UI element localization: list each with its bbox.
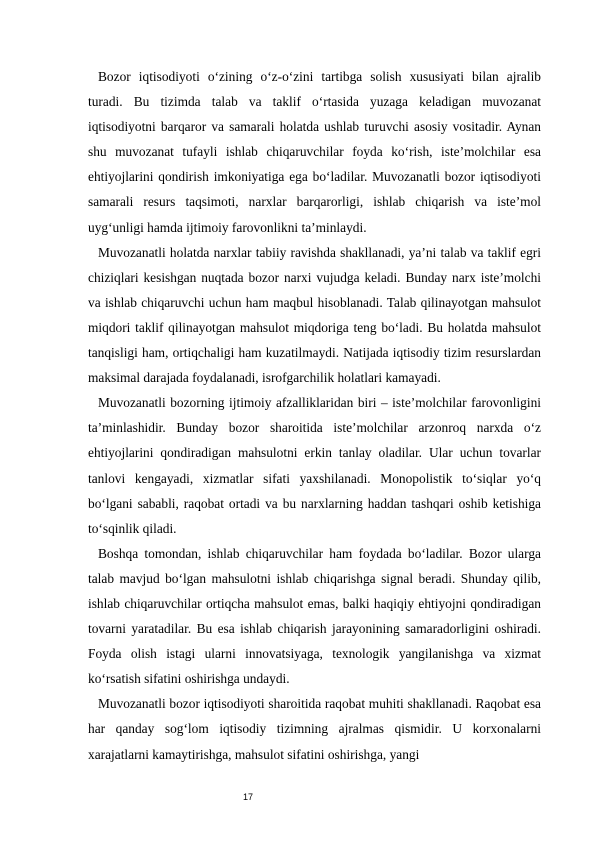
page-body [88,64,541,767]
paragraph-2: Muvozanatli holatda narxlar tabiiy ravishda shakllanadi, ya’ni talab va taklif egri chiziqlari kesishgan nuqtada bozor narxi vujudga keladi. Bunday narx iste’molchi va ishlab chiqaruvchi uchun ham maqbul hisoblanadi. Talab qilinayotgan mahsulot miqdori taklif qilinayotgan mahsulot miqdoriga teng bo‘ladi. Bu holatda mahsulot tanqisligi ham, ortiqchaligi ham kuzatilmaydi. Natijada iqtisodiy tizim resurslardan maksimal darajada foydalanadi, isrofgarchilik holatlari kamayadi. [88,244,541,386]
paragraph-4: Boshqa tomondan, ishlab chiqaruvchilar ham foydada bo‘ladilar. Bozor ularga talab mavjud bo‘lgan mahsulotni ishlab chiqarishga signal beradi. Shunday qilib, ishlab chiqaruvchilar ortiqcha mahsulot emas, balki haqiqiy ehtiyojni qondiradigan tovarni yaratadilar. Bu esa ishlab chiqarish jarayonining samaradorligini oshiradi. Foyda olish istagi ularni innovatsiyaga, texnologik yangilanishga va xizmat ko‘rsatish sifatini oshirishga undaydi. [88,545,541,687]
paragraph-3: Muvozanatli bozorning ijtimoiy afzalliklaridan biri – iste’molchilar farovonligini ta’minlashidir. Bunday bozor sharoitida iste’molchilar arzonroq narxda o‘z ehtiyojlarini qondiradigan mahsulotni erkin tanlay oladilar. Ular uchun tovarlar tanlovi kengayadi, xizmatlar sifati yaxshilanadi. Monopolistik to‘siqlar yo‘q bo‘lgani sababli, raqobat ortadi va bu narxlarning haddan tashqari oshib ketishiga to‘sqinlik qiladi. [88,395,541,536]
paragraph-5: Muvozanatli bozor iqtisodiyoti sharoitida raqobat muhiti shakllanadi. Raqobat esa har qanday sog‘lom iqtisodiy tizimning ajralmas qismidir. U korxonalarni xarajatlarni kamaytirishga, mahsulot sifatini oshirishga, yangi [88,696,541,762]
page-number: 17 [243,792,254,802]
paragraph-1: Bozor iqtisodiyoti o‘zining o‘z-o‘zini tartibga solish xususiyati bilan ajralib turadi. Bu tizimda talab va taklif o‘rtasida yuzaga keladigan muvozanat iqtisodiyotni barqaror va samarali holatda ushlab turuvchi asosiy vositadir. Aynan shu muvozanat tufayli ishlab chiqaruvchilar foyda ko‘rish, iste’molchilar esa ehtiyojlarini qondirish imkoniyatiga ega bo‘ladilar. Muvozanatli bozor iqtisodiyoti samarali resurs taqsimoti, narxlar barqarorligi, ishlab chiqarish va iste’mol uyg‘unligi hamda ijtimoiy farovonlikni ta’minlaydi. [88,69,541,235]
